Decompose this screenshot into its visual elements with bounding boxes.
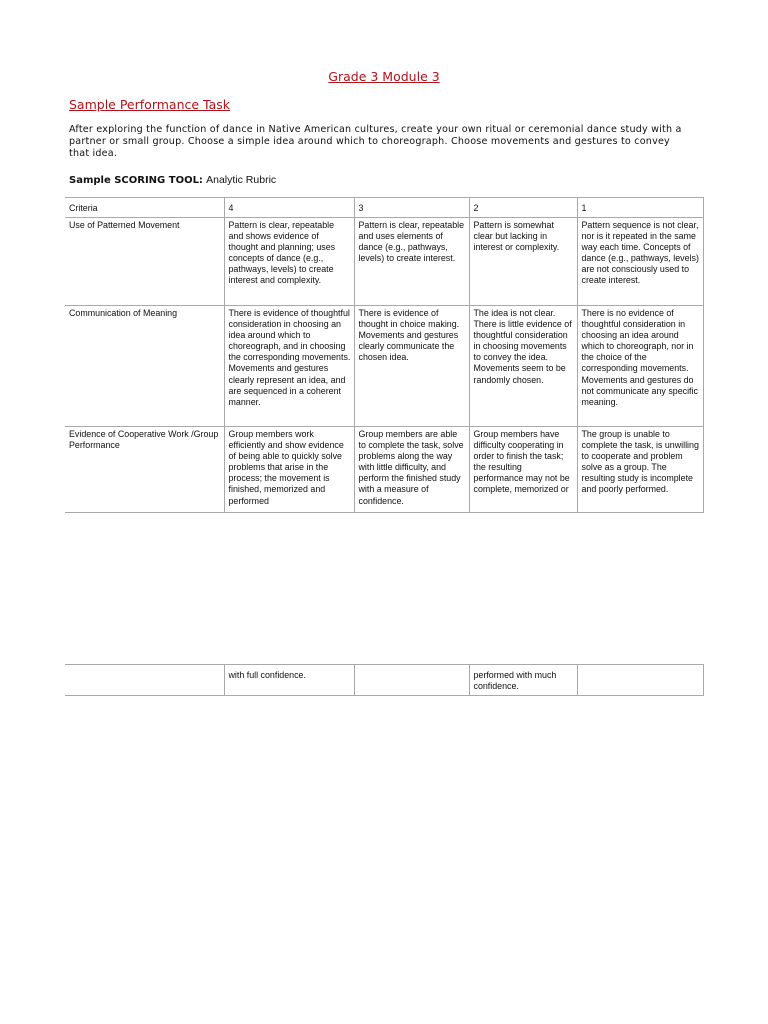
row-score-2: Group members have difficulty cooperating in order to finish the task; the resulting performance may not be complete, memorized or bbox=[469, 427, 577, 513]
row-score-2: Pattern is somewhat clear but lacking in interest or complexity. bbox=[469, 218, 577, 306]
row-score-3 bbox=[354, 665, 469, 696]
row-score-4: Group members work efficiently and show evidence of being able to quickly solve problems that arise in the process; the movement is finished, memorized and performed bbox=[224, 427, 354, 513]
header-score-1: 1 bbox=[577, 198, 703, 218]
header-criteria: Criteria bbox=[65, 198, 224, 218]
row-criteria bbox=[65, 665, 224, 696]
row-score-1 bbox=[577, 665, 703, 696]
header-score-2: 2 bbox=[469, 198, 577, 218]
table-row bbox=[65, 665, 703, 696]
row-score-1: Pattern sequence is not clear, nor is it repeated in the same way each time. Concepts of dance (e.g., pathways, levels) are not consciously used to create interest. bbox=[577, 218, 703, 306]
row-score-2: The idea is not clear. There is little evidence of thoughtful consideration in choosing movements to convey the idea. Movements seem to be randomly chosen. bbox=[469, 306, 577, 427]
rubric-table bbox=[65, 197, 704, 513]
header-score-3: 3 bbox=[354, 198, 469, 218]
row-criteria: Use of Patterned Movement bbox=[65, 218, 224, 306]
row-score-2: performed with much confidence. bbox=[469, 665, 577, 696]
table-row bbox=[65, 306, 703, 427]
scoring-tool-name: Analytic Rubric bbox=[206, 174, 277, 186]
row-score-4: with full confidence. bbox=[224, 665, 354, 696]
row-score-4: There is evidence of thoughtful consideration in choosing an idea around which to choreograph, and in choosing the corresponding movements. Movements and gestures clearly represent an idea, and are sequenced in a coherent manner. bbox=[224, 306, 354, 427]
row-criteria: Communication of Meaning bbox=[65, 306, 224, 427]
scoring-tool-line bbox=[69, 174, 276, 186]
task-description: After exploring the function of dance in Native American cultures, create your own ritual or ceremonial dance study with a partner or small group. Choose a simple idea around which to choreograph. Choose movements and gestures to convey that idea. bbox=[69, 124, 682, 159]
header-score-4: 4 bbox=[224, 198, 354, 218]
row-score-1: The group is unable to complete the task, is unwilling to cooperate and problem solve as a group. The resulting study is incomplete and poorly performed. bbox=[577, 427, 703, 513]
row-score-3: Pattern is clear, repeatable and uses elements of dance (e.g., pathways, levels) to create interest. bbox=[354, 218, 469, 306]
page-title: Grade 3 Module 3 bbox=[328, 69, 440, 84]
table-row bbox=[65, 427, 703, 513]
row-score-4: Pattern is clear, repeatable and shows evidence of thought and planning; uses concepts of dance (e.g., pathways, levels) to create interest and complexity. bbox=[224, 218, 354, 306]
table-row bbox=[65, 218, 703, 306]
row-score-3: There is evidence of thought in choice making. Movements and gestures clearly communicate the chosen idea. bbox=[354, 306, 469, 427]
rubric-table-continued bbox=[65, 664, 704, 696]
section-heading: Sample Performance Task bbox=[69, 97, 231, 112]
row-criteria: Evidence of Cooperative Work /Group Performance bbox=[65, 427, 224, 513]
scoring-label: Sample SCORING TOOL: bbox=[69, 175, 203, 186]
rubric-header-row bbox=[65, 198, 703, 218]
row-score-3: Group members are able to complete the task, solve problems along the way with little difficulty, and perform the finished study with a measure of confidence. bbox=[354, 427, 469, 513]
row-score-1: There is no evidence of thoughtful consideration in choosing an idea around which to choreograph, nor in the choice of the corresponding movements. Movements and gestures do not communicate any specific meaning. bbox=[577, 306, 703, 427]
